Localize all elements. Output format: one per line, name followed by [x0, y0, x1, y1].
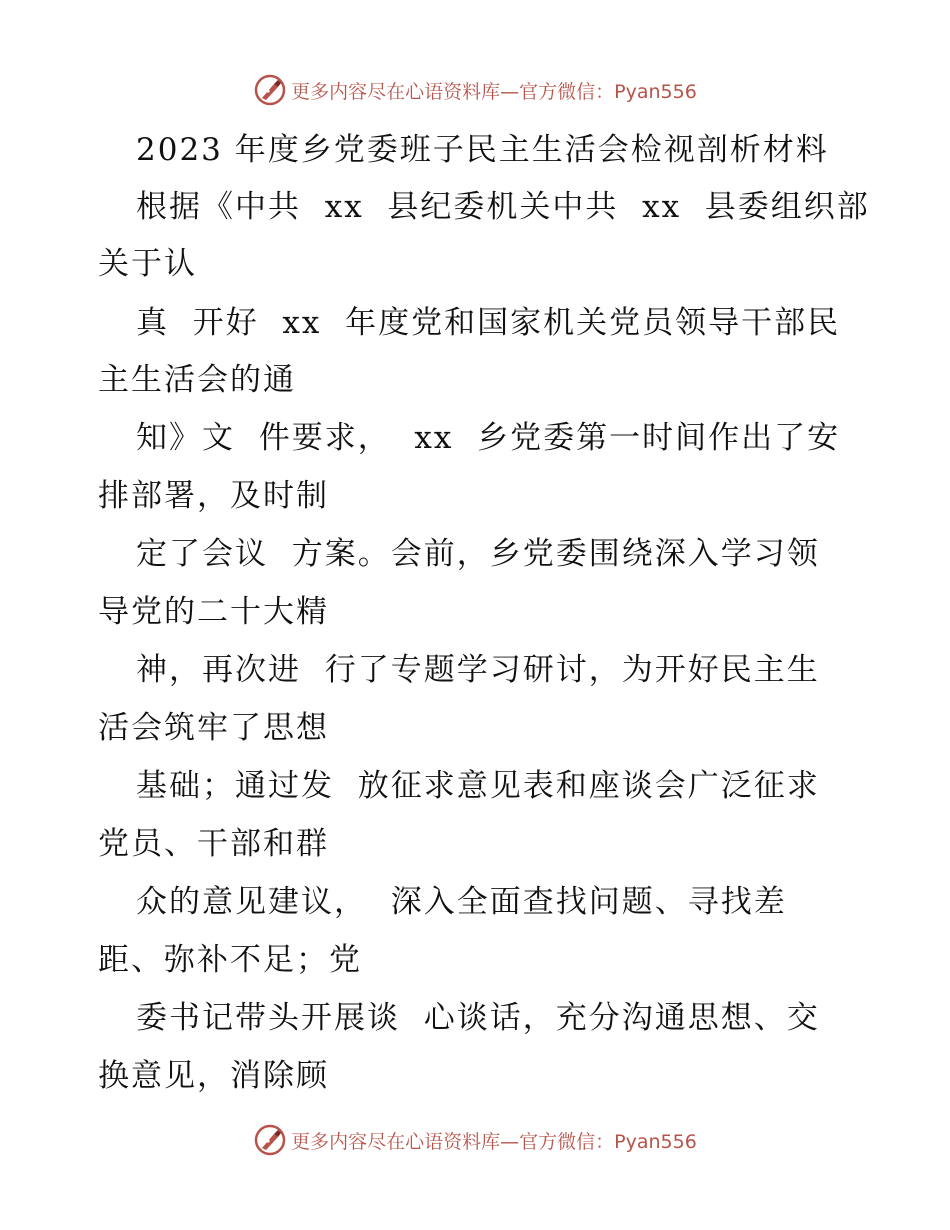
paragraph-line: 根据《中共 xx 县纪委机关中共 xx 县委组织部 — [136, 189, 870, 225]
paragraph-line: 距、弥补不足；党 — [98, 942, 362, 978]
paragraph-line: 党员、干部和群 — [98, 826, 329, 862]
pen-circle-logo-icon — [253, 73, 287, 107]
paragraph-line: 基础；通过发 放征求意见表和座谈会广泛征求 — [136, 768, 820, 804]
paragraph-line: 关于认 — [98, 246, 197, 282]
paragraph-line: 活会筑牢了思想 — [98, 710, 329, 746]
watermark-text: 更多内容尽在心语资料库—官方微信：Pyan556 — [291, 80, 697, 103]
paragraph-line: 神，再次进 行了专题学习研讨，为开好民主生 — [136, 652, 820, 688]
paragraph-line: 知》文 件要求， xx 乡党委第一时间作出了安 — [136, 420, 841, 456]
watermark-text: 更多内容尽在心语资料库—官方微信：Pyan556 — [291, 1130, 697, 1153]
paragraph-line: 真 开好 xx 年度党和国家机关党员领导干部民 — [136, 305, 841, 341]
footer-watermark-banner — [0, 1120, 950, 1160]
paragraph-line: 换意见，消除顾 — [98, 1058, 329, 1094]
paragraph-line: 主生活会的通 — [98, 362, 296, 398]
document-title: 2023 年度乡党委班子民主生活会检视剖析材料 — [136, 132, 829, 168]
pen-circle-logo-icon — [253, 1123, 287, 1157]
paragraph-line: 众的意见建议， 深入全面查找问题、寻找差 — [136, 884, 787, 920]
header-watermark-banner — [0, 70, 950, 110]
paragraph-line: 导党的二十大精 — [98, 594, 329, 630]
paragraph-line: 定了会议 方案。会前，乡党委围绕深入学习领 — [136, 536, 820, 572]
paragraph-line: 排部署，及时制 — [98, 478, 329, 514]
paragraph-line: 委书记带头开展谈 心谈话，充分沟通思想、交 — [136, 1000, 820, 1036]
